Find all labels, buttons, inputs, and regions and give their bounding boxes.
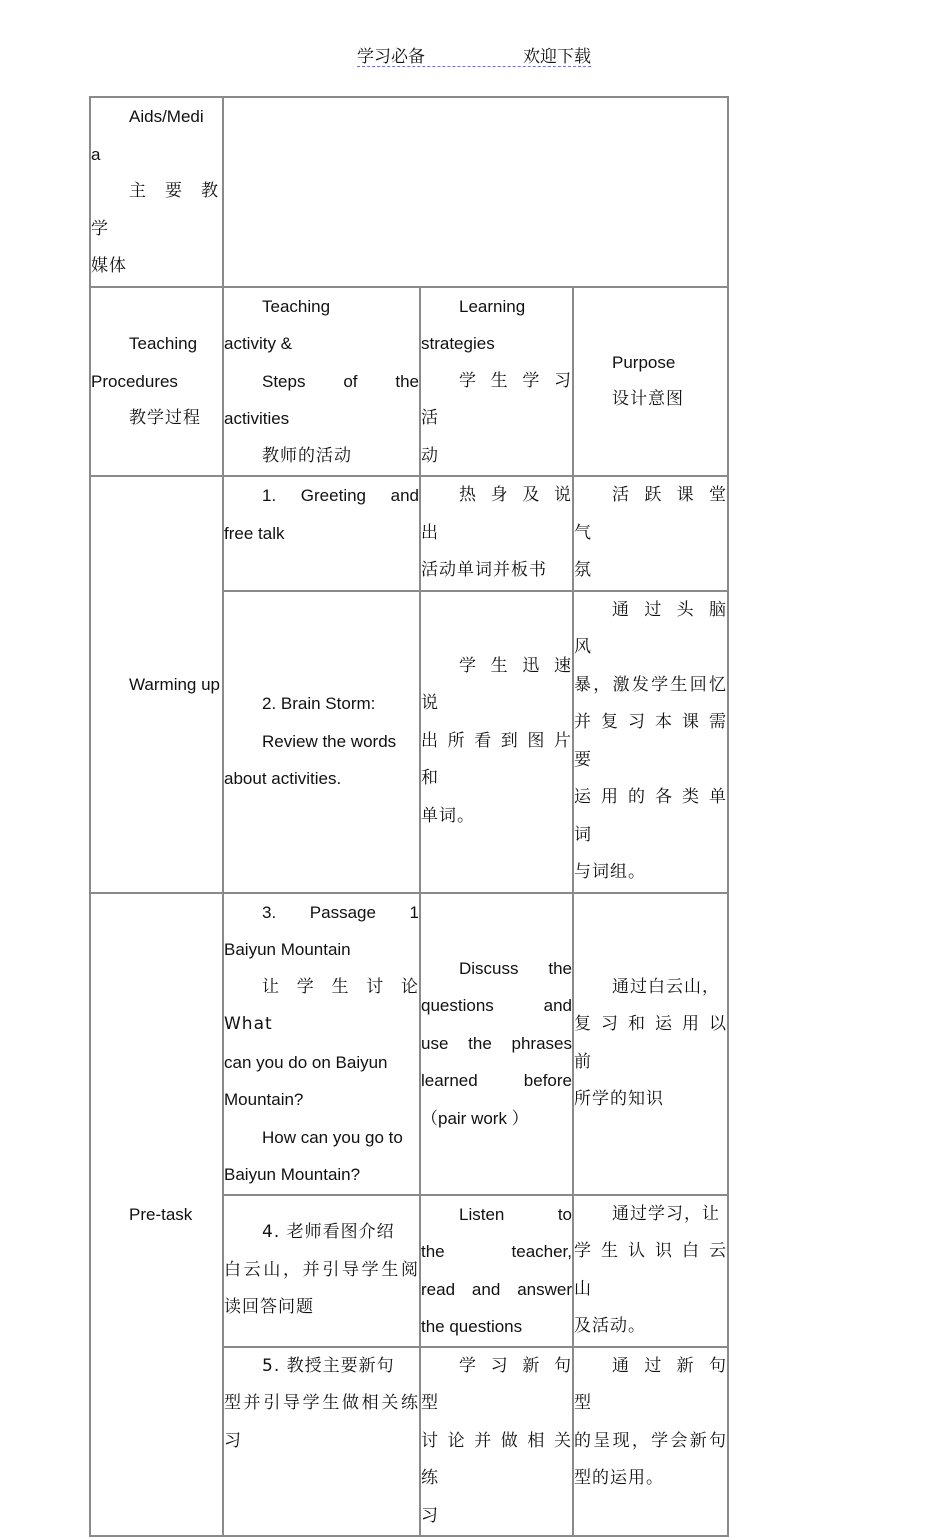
activity-line: 2. Brain Storm:: [262, 694, 376, 714]
aids-row: [90, 97, 728, 287]
procedures-header-cn: 教学过程: [129, 408, 201, 428]
purpose-line: 活 跃 课 堂 气: [574, 485, 728, 543]
purpose-line: 通过白云山，: [612, 976, 720, 997]
activity-line: 读回答问题: [224, 1297, 314, 1318]
strategy-line: the questions: [421, 1317, 523, 1336]
strategy-line: Discuss the: [459, 958, 572, 978]
activity-line: about activities.: [224, 769, 342, 789]
strategy-line: （pair work ）: [421, 1108, 529, 1128]
aids-content-cell: [223, 97, 728, 287]
strategy-line: 热 身 及 说 出: [421, 485, 572, 543]
pretask-row-1: [90, 893, 728, 1195]
page-header: [357, 40, 591, 67]
pretask-row1-strategy: [420, 893, 573, 1195]
activity-header-en1: Teaching: [262, 296, 331, 316]
warming-row1-strategy: [420, 476, 573, 591]
purpose-line: 型的运用。: [574, 1468, 664, 1488]
activity-line: Baiyun Mountain: [224, 940, 351, 959]
activity-header-cell: [223, 287, 420, 477]
header-right-text: 欢迎下载: [523, 47, 591, 67]
strategy-line: 讨 论 并 做 相 关 练: [421, 1430, 572, 1488]
strategy-line: 习: [421, 1505, 439, 1526]
pretask-row3-activity: [223, 1347, 420, 1537]
lesson-plan-table: [89, 96, 729, 1537]
purpose-header-cell: [573, 287, 728, 477]
procedures-header-cell: [90, 287, 223, 477]
pretask-row3-strategy: [420, 1347, 573, 1537]
activity-line: Review the words: [262, 731, 397, 751]
pretask-label-cell: [90, 893, 223, 1537]
strategy-line: the teacher,: [421, 1242, 572, 1261]
pretask-row2-strategy: [420, 1195, 573, 1347]
column-header-row: [90, 287, 728, 477]
purpose-line: 通 过 新 句 型: [574, 1355, 728, 1413]
warming-row2-strategy: [420, 591, 573, 893]
aids-label-cn-line1: 主 要 教 学: [91, 181, 222, 239]
purpose-header-en: Purpose: [612, 352, 676, 372]
activity-line: 3. Passage 1: [262, 902, 419, 922]
aids-label-cell: [90, 97, 223, 287]
aids-label-line1: Aids/Medi: [129, 107, 204, 126]
purpose-line: 通过学习，让: [612, 1203, 720, 1224]
purpose-line: 与词组。: [574, 862, 646, 882]
strategies-header-cn2: 动: [421, 445, 439, 466]
activity-line: 让 学 生 讨 论 What: [224, 976, 419, 1034]
activity-line: 型并引导学生做相关练: [224, 1393, 419, 1413]
warming-label-cell: [90, 476, 223, 893]
purpose-line: 运 用 的 各 类 单 词: [574, 787, 728, 845]
strategy-line: 活动单词并板书: [421, 560, 547, 580]
activity-line: 白云山，并引导学生阅: [224, 1259, 419, 1280]
pretask-row1-purpose: [573, 893, 728, 1195]
pretask-row2-purpose: [573, 1195, 728, 1347]
purpose-line: 暴，激发学生回忆: [574, 674, 728, 695]
strategy-line: questions and: [421, 996, 572, 1016]
warming-row1-activity: [223, 476, 420, 591]
purpose-line: 通 过 头 脑 风: [574, 599, 728, 657]
activity-line: 5. 教授主要新句: [262, 1355, 395, 1376]
purpose-header-cn: 设计意图: [612, 389, 684, 410]
warming-row2-activity: [223, 591, 420, 893]
activity-line: Mountain?: [224, 1090, 304, 1109]
strategy-line: learned before: [421, 1071, 572, 1091]
purpose-line: 氛: [574, 560, 592, 580]
strategy-line: read and answer: [421, 1279, 572, 1299]
activity-line: can you do on Baiyun: [224, 1052, 388, 1072]
aids-label-cn-line2: 媒体: [91, 256, 127, 276]
strategies-header-en1: Learning: [459, 296, 526, 316]
strategies-header-en2: strategies: [421, 334, 495, 353]
pretask-label: Pre-task: [129, 1204, 193, 1224]
activity-header-en3: Steps of the: [262, 371, 419, 391]
activity-line: How can you go to: [262, 1127, 403, 1147]
purpose-line: 学 生 认 识 白 云 山: [574, 1241, 728, 1299]
header-left-text: 学习必备: [357, 47, 425, 67]
warming-row1-purpose: [573, 476, 728, 591]
activity-line: 习: [224, 1430, 242, 1451]
purpose-line: 的呈现，学会新句: [574, 1430, 728, 1451]
purpose-line: 所学的知识: [574, 1089, 664, 1109]
purpose-line: 复 习 和 运 用 以 前: [574, 1014, 728, 1072]
activity-line: 1. Greeting and: [262, 486, 419, 505]
pretask-row1-activity: [223, 893, 420, 1195]
procedures-header-en1: Teaching: [129, 334, 198, 353]
activity-header-en2: activity &: [224, 334, 293, 353]
activity-line: free talk: [224, 523, 285, 543]
aids-label-line2: a: [91, 144, 101, 164]
activity-header-cn: 教师的活动: [262, 445, 352, 466]
purpose-line: 及活动。: [574, 1316, 646, 1336]
strategies-header-cell: [420, 287, 573, 477]
activity-header-en4: activities: [224, 409, 290, 428]
pretask-row3-purpose: [573, 1347, 728, 1537]
strategy-line: 单词。: [421, 805, 475, 826]
strategy-line: use the phrases: [421, 1033, 572, 1053]
strategy-line: 学 习 新 句 型: [421, 1355, 572, 1413]
pretask-row2-activity: [223, 1195, 420, 1347]
purpose-line: 并 复 习 本 课 需 要: [574, 712, 728, 770]
strategies-header-cn1: 学 生 学 习 活: [421, 370, 572, 428]
warming-row2-purpose: [573, 591, 728, 893]
warming-row-1: [90, 476, 728, 591]
strategy-line: 学 生 迅 速 说: [421, 655, 572, 714]
procedures-header-en2: Procedures: [91, 371, 178, 391]
activity-line: Baiyun Mountain?: [224, 1165, 361, 1184]
warming-label: Warming up: [129, 674, 221, 694]
activity-line: 4. 老师看图介绍: [262, 1222, 395, 1243]
strategy-line: Listen to: [459, 1204, 572, 1224]
strategy-line: 出 所 看 到 图 片 和: [421, 730, 572, 789]
